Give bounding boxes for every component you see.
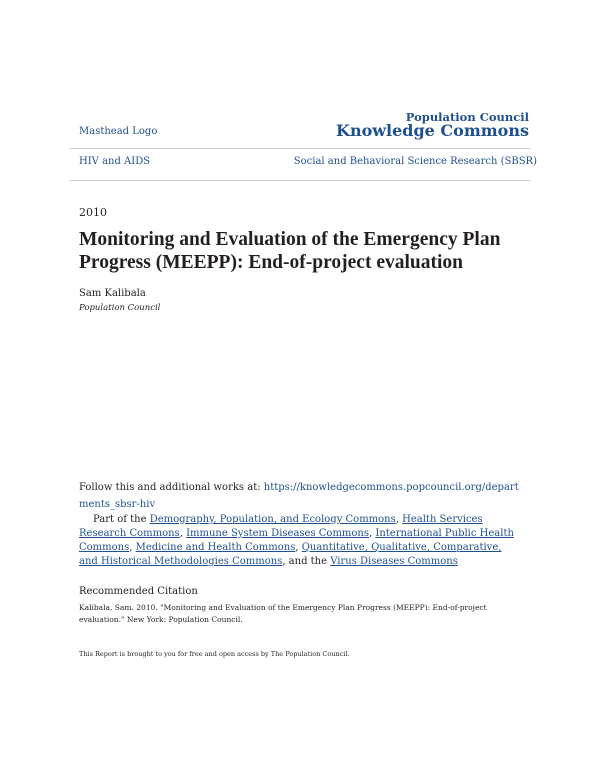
nav-divider [70,180,530,181]
commons-link-virus-diseases[interactable]: Virus Diseases Commons [330,556,458,567]
author-affiliation: Population Council [79,303,161,313]
commons-link-demography[interactable]: Demography, Population, and Ecology Commons [149,514,396,525]
commons-link-methodologies[interactable]: Quantitative, Qualitative, Comparative, and Historical Methodologies Commons [79,542,502,567]
citation-text: Kalibala, Sam. 2010. "Monitoring and Evaluation of the Emergency Plan Progress (MEEPP): End-of-project evaluation." New York: Population Council. [79,603,487,624]
follow-link[interactable]: https://knowledgecommons.popcouncil.org/departments_sbsr-hiv [79,482,519,510]
masthead-logo[interactable]: Masthead Logo [79,126,158,137]
nav-link-sbsr[interactable]: Social and Behavioral Science Research (SBSR) [293,156,537,167]
recommended-citation-heading: Recommended Citation [79,586,198,597]
header-divider [70,148,530,149]
repository-name[interactable]: Knowledge Commons [336,121,529,140]
nav-link-hiv-aids[interactable]: HIV and AIDS [79,156,151,167]
follow-prefix: Follow this and additional works at: [79,482,264,493]
commons-link-international-public-health[interactable]: International Public Health Commons [79,528,514,553]
org-name[interactable]: Population Council [405,110,529,124]
commons-link-medicine-health[interactable]: Medicine and Health Commons [135,542,296,553]
author-name: Sam Kalibala [79,288,146,299]
publication-year: 2010 [79,206,107,219]
part-of-prefix: Part of the [93,514,150,525]
access-note: This Report is brought to you for free and open access by The Population Council. [79,650,350,658]
article-title: Monitoring and Evaluation of the Emergency Plan Progress (MEEPP): End-of-project evaluation [79,229,501,273]
follow-works [79,479,524,513]
part-of-commons: Part of the Demography, Population, and Ecology Commons, Health Services Research Commons, Immune System Diseases Commons, International Public Health Commons, Medicine and Health Commons, Quantitative, Qualitative, Comparative, and Historical Methodologies Commons, and the Virus Diseases Commons [79,514,514,567]
commons-link-immune-system[interactable]: Immune System Diseases Commons [186,528,370,539]
commons-link-health-services[interactable]: Health Services Research Commons [79,514,483,539]
